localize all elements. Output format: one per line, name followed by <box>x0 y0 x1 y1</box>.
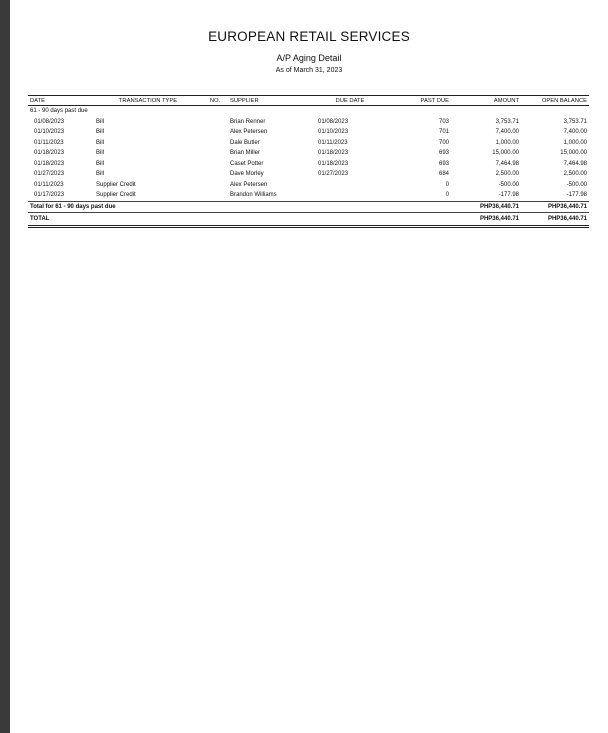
cell-amount: 2,500.00 <box>495 171 519 178</box>
table-row <box>28 127 589 138</box>
table-body <box>28 106 589 227</box>
cell-due-date: 01/18/2023 <box>318 150 349 157</box>
cell-supplier: Dave Morley <box>230 171 264 178</box>
cell-amount: 15,000.00 <box>492 150 519 157</box>
cell-date: 01/08/2023 <box>34 118 65 125</box>
col-header-amount: AMOUNT <box>451 96 521 106</box>
group-label: 61 - 90 days past due <box>30 108 88 115</box>
total-open-balance: PHP36,440.71 <box>521 213 589 227</box>
cell-supplier: Dale Butler <box>230 139 260 146</box>
report-title: A/P Aging Detail <box>276 53 342 63</box>
cell-no <box>202 159 228 170</box>
cell-due-date: 01/18/2023 <box>318 160 349 167</box>
cell-open-balance: -177.98 <box>566 192 587 199</box>
cell-date: 01/18/2023 <box>34 160 65 167</box>
table-row <box>28 148 589 159</box>
cell-past-due: 701 <box>438 129 449 136</box>
cell-amount: 7,400.00 <box>495 129 519 136</box>
cell-past-due: 693 <box>438 150 449 157</box>
cell-supplier: Brandon Williams <box>230 192 277 199</box>
cell-supplier: Alex Petersen <box>230 129 268 136</box>
col-header-past-due: PAST DUE <box>384 96 451 106</box>
cell-type: Supplier Credit <box>96 181 136 188</box>
report-page <box>10 0 608 733</box>
total-amount: PHP36,440.71 <box>451 213 521 227</box>
cell-amount: -500.00 <box>498 181 519 188</box>
report-date: As of March 31, 2023 <box>275 67 343 74</box>
cell-date: 01/11/2023 <box>34 139 64 146</box>
cell-type: Bill <box>96 139 105 146</box>
cell-due-date: 01/10/2023 <box>318 129 349 136</box>
cell-supplier: Brian Miller <box>230 150 261 157</box>
subtotal-row <box>28 201 589 213</box>
table-header-row <box>28 96 589 106</box>
total-row <box>28 213 589 227</box>
cell-past-due: 703 <box>438 118 449 125</box>
cell-due-date: 01/27/2023 <box>318 171 349 178</box>
cell-date: 01/10/2023 <box>34 129 65 136</box>
table-row <box>28 159 589 170</box>
cell-amount: 1,000.00 <box>495 139 519 146</box>
col-header-supplier: SUPPLIER <box>228 96 316 106</box>
cell-due-date <box>316 190 384 201</box>
cell-type: Bill <box>96 160 105 167</box>
cell-type: Bill <box>96 150 105 157</box>
table-row <box>28 190 589 201</box>
cell-amount: 3,753.71 <box>495 118 519 125</box>
cell-date: 01/17/2023 <box>34 192 65 199</box>
col-header-type: TRANSACTION TYPE <box>94 96 202 106</box>
cell-due-date <box>316 180 384 191</box>
cell-supplier: Caset Potter <box>230 160 264 167</box>
cell-due-date: 01/08/2023 <box>318 118 349 125</box>
cell-type: Bill <box>96 171 105 178</box>
cell-date: 01/11/2023 <box>34 181 64 188</box>
cell-no <box>202 138 228 149</box>
cell-open-balance: 7,464.98 <box>563 160 587 167</box>
cell-due-date: 01/11/2023 <box>318 139 348 146</box>
cell-supplier: Alex Petersen <box>230 181 268 188</box>
cell-supplier: Brian Renner <box>230 118 266 125</box>
cell-no <box>202 190 228 201</box>
col-header-no: NO. <box>202 96 228 106</box>
table-row <box>28 169 589 180</box>
col-header-due-date: DUE DATE <box>316 96 384 106</box>
cell-no <box>202 117 228 128</box>
cell-type: Bill <box>96 129 105 136</box>
cell-amount: -177.98 <box>498 192 519 199</box>
cell-past-due: 700 <box>438 139 449 146</box>
cell-no <box>202 127 228 138</box>
col-header-open-balance: OPEN BALANCE <box>521 96 589 106</box>
table-row <box>28 138 589 149</box>
cell-past-due: 693 <box>438 160 449 167</box>
col-header-date: DATE <box>28 96 94 106</box>
cell-past-due: 0 <box>445 192 449 199</box>
cell-no <box>202 180 228 191</box>
cell-amount: 7,464.98 <box>495 160 519 167</box>
cell-open-balance: 7,400.00 <box>563 129 587 136</box>
cell-open-balance: 3,753.71 <box>563 118 587 125</box>
cell-date: 01/18/2023 <box>34 150 65 157</box>
subtotal-open-balance: PHP36,440.71 <box>521 201 589 213</box>
aging-table <box>28 95 589 228</box>
cell-open-balance: 1,000.00 <box>563 139 587 146</box>
total-label: TOTAL <box>28 213 451 227</box>
cell-type: Bill <box>96 118 105 125</box>
company-name: EUROPEAN RETAIL SERVICES <box>208 29 410 44</box>
table-row <box>28 117 589 128</box>
table-row <box>28 180 589 191</box>
cell-no <box>202 169 228 180</box>
cell-open-balance: 2,500.00 <box>563 171 587 178</box>
cell-date: 01/27/2023 <box>34 171 65 178</box>
cell-open-balance: 15,000.00 <box>560 150 587 157</box>
group-header-row <box>28 106 589 117</box>
cell-past-due: 684 <box>438 171 449 178</box>
cell-no <box>202 148 228 159</box>
subtotal-label: Total for 61 - 90 days past due <box>28 201 451 213</box>
cell-type: Supplier Credit <box>96 192 136 199</box>
cell-past-due: 0 <box>445 181 449 188</box>
cell-open-balance: -500.00 <box>566 181 587 188</box>
subtotal-amount: PHP36,440.71 <box>451 201 521 213</box>
